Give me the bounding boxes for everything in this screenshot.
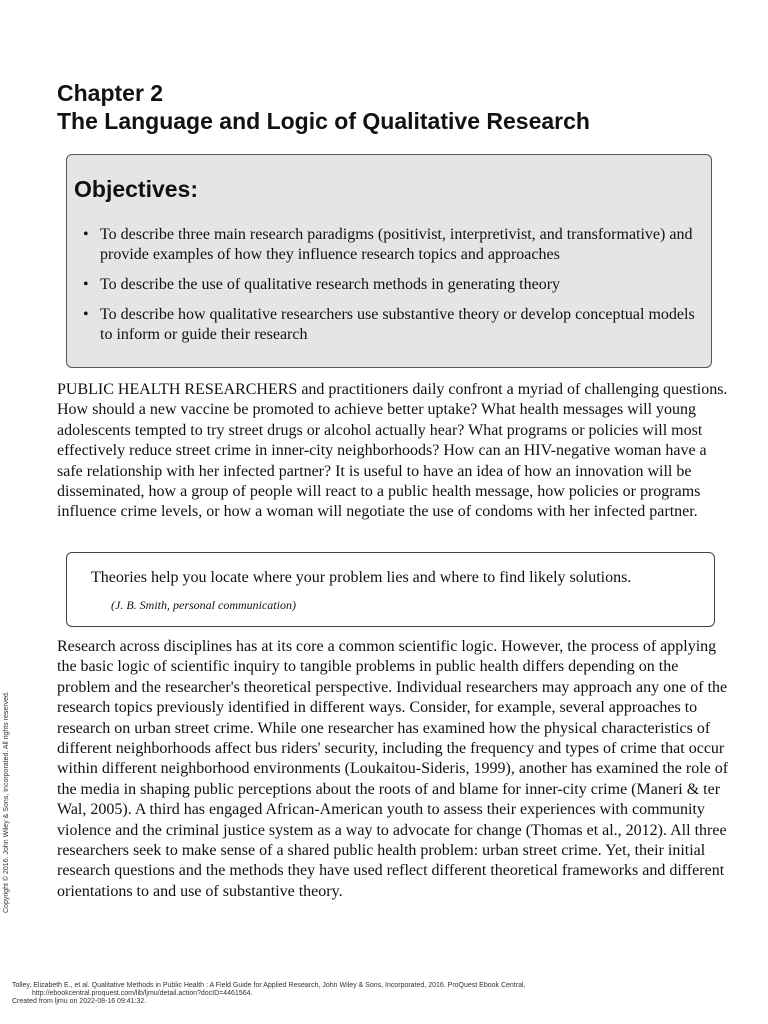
chapter-title: The Language and Logic of Qualitative Research [57, 108, 590, 134]
objective-item [83, 305, 703, 345]
citation-text: Tolley, Elizabeth E., et al. Qualitative Methods in Public Health : A Field Guide for Applied Research, John Wiley & Sons, Incorporated, 2016. ProQuest Ebook Central, [12, 982, 526, 989]
objective-text: To describe how qualitative researchers use substantive theory or develop conceptual models to inform or guide their research [100, 306, 695, 343]
objective-item [83, 225, 703, 265]
chapter-heading [57, 79, 737, 135]
citation-url[interactable]: http://ebookcentral.proquest.com/lib/ljmu/detail.action?docID=4461564. [32, 990, 253, 997]
quote-attribution: (J. B. Smith, personal communication) [111, 598, 296, 612]
footer-citation [12, 982, 752, 1006]
bullet-icon: • [83, 276, 89, 293]
body-paragraph: Research across disciplines has at its core a common scientific logic. However, the process of applying the basic logic of scientific inquiry to tangible problems in public health differs depending on the problem and the researcher's theoretical perspective. Individual researchers may approach any one of the research topics previously identified in different ways. Consider, for example, several approaches to research on urban street crime. While one researcher has examined how the physical characteristics of different neighborhoods affect bus riders' security, including the frequency and types of crime that occur within different neighborhood environments (Loukaitou-Sideris, 1999), another has examined the role of the media in shaping public perceptions about the roots of and blame for inner-city crime (Maneri & ter Wal, 2005). A third has engaged African-American youth to assess their experiences with community violence and the criminal justice system as a way to advocate for change (Thomas et al., 2012). All three researchers seek to make sense of a shared public health problem: urban street crime. Yet, their initial research questions and the methods they have used reflect different theoretical frameworks and different orientations to and use of substantive theory. [57, 638, 729, 900]
quote-box [66, 552, 715, 627]
objective-text: To describe the use of qualitative research methods in generating theory [100, 276, 561, 293]
created-timestamp: Created from ljmu on 2022-08-16 09:41:32. [12, 998, 147, 1005]
intro-paragraph: PUBLIC HEALTH RESEARCHERS and practitioners daily confront a myriad of challenging questions. How should a new vaccine be promoted to achieve better uptake? What health messages will young adolescents tempted to try street drugs or alcohol actually hear? What programs or policies will most effectively reduce street crime in inner-city neighborhoods? How can an HIV-negative woman have a safe relationship with her infected partner? It is useful to have an idea of how an innovation will be disseminated, how a group of people will react to a public health message, how policies or programs influence crime levels, or how a woman will negotiate the use of condoms with her infected partner. [57, 381, 728, 521]
quote-text: Theories help you locate where your problem lies and where to find likely solutions. [91, 569, 632, 586]
objective-item [83, 275, 703, 295]
objectives-list [83, 225, 703, 355]
objectives-box [66, 154, 712, 368]
objectives-heading: Objectives: [74, 176, 198, 202]
chapter-number: Chapter 2 [57, 80, 164, 106]
objective-text: To describe three main research paradigms (positivist, interpretivist, and transformative) and provide examples of how they influence research topics and approaches [100, 226, 693, 263]
bullet-icon: • [83, 226, 89, 243]
copyright-notice: Copyright © 2016. John Wiley & Sons, Incorporated. All rights reserved. [3, 691, 10, 913]
bullet-icon: • [83, 306, 89, 323]
